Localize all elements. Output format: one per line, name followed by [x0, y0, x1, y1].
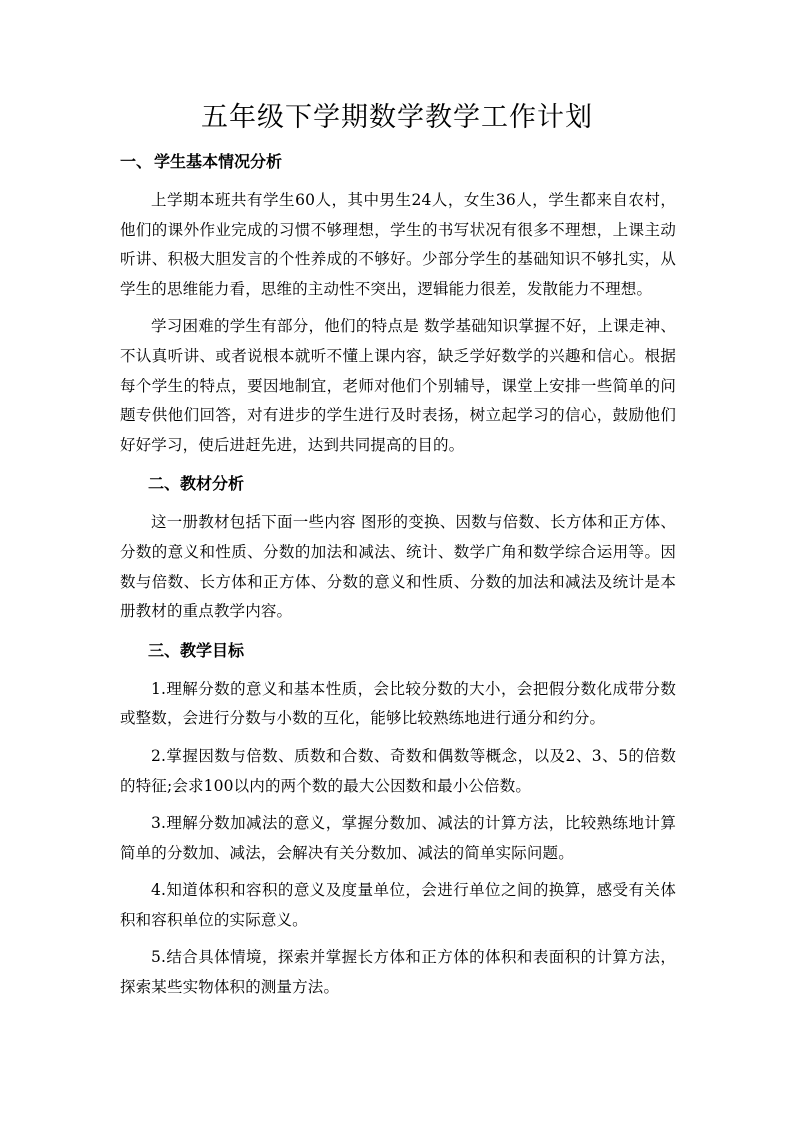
paragraph: 这一册教材包括下面一些内容 图形的变换、因数与倍数、长方体和正方体、分数的意义和性质、分数的加法和减法、统计、数学广角和数学综合运用等。因数与倍数、长方体和正方体、分数的意义和性质、分数的加法和减法及统计是本册教材的重点教学内容。	[120, 513, 676, 621]
goal-item: 1.理解分数的意义和基本性质，会比较分数的大小，会把假分数化成带分数或整数，会进行分数与小数的互化，能够比较熟练地进行通分和约分。	[120, 679, 676, 728]
goal-item: 3.理解分数加减法的意义，掌握分数加、减法的计算方法，比较熟练地计算简单的分数加、减法，会解决有关分数加、减法的简单实际问题。	[120, 814, 676, 862]
section-heading-teaching-goals: 三、教学目标	[148, 640, 245, 660]
document-body	[120, 146, 676, 1011]
goal-item: 2.掌握因数与倍数、质数和合数、奇数和偶数等概念，以及2、3、5的倍数的特征;会求100以内的两个数的最大公因数和最小公倍数。	[120, 746, 676, 795]
section-heading-student-analysis	[120, 146, 676, 178]
document-title: 五年级下学期数学教学工作计划	[201, 102, 593, 133]
goal-item: 5.结合具体情境，探索并掌握长方体和正方体的体积和表面积的计算方法，探索某些实物体积的测量方法。	[120, 948, 676, 997]
paragraph: 学习困难的学生有部分，他们的特点是 数学基础知识掌握不好，上课走神、不认真听讲、或者说根本就听不懂上课内容，缺乏学好数学的兴趣和信心。根据每个学生的特点，要因地制宜，老师对他们个别辅导，课堂上安排一些简单的问题专供他们回答，对有进步的学生进行及时表扬，树立起学习的信心，鼓励他们好好学习，使后进赶先进，达到共同提高的目的。	[120, 317, 676, 454]
section-number: 一、	[120, 152, 153, 171]
section-heading-text: 学生基本情况分析	[154, 152, 283, 171]
goal-item: 4.知道体积和容积的意义及度量单位，会进行单位之间的换算，感受有关体积和容积单位的实际意义。	[120, 881, 676, 929]
paragraph: 上学期本班共有学生60人，其中男生24人，女生36人，学生都来自农村，他们的课外作业完成的习惯不够理想，学生的书写状况有很多不理想，上课主动听讲、积极大胆发言的个性养成的不够好。少部分学生的基础知识不够扎实，从学生的思维能力看，思维的主动性不突出，逻辑能力很差，发散能力不理想。	[120, 191, 676, 298]
section-heading-textbook-analysis: 二、教材分析	[148, 474, 245, 494]
